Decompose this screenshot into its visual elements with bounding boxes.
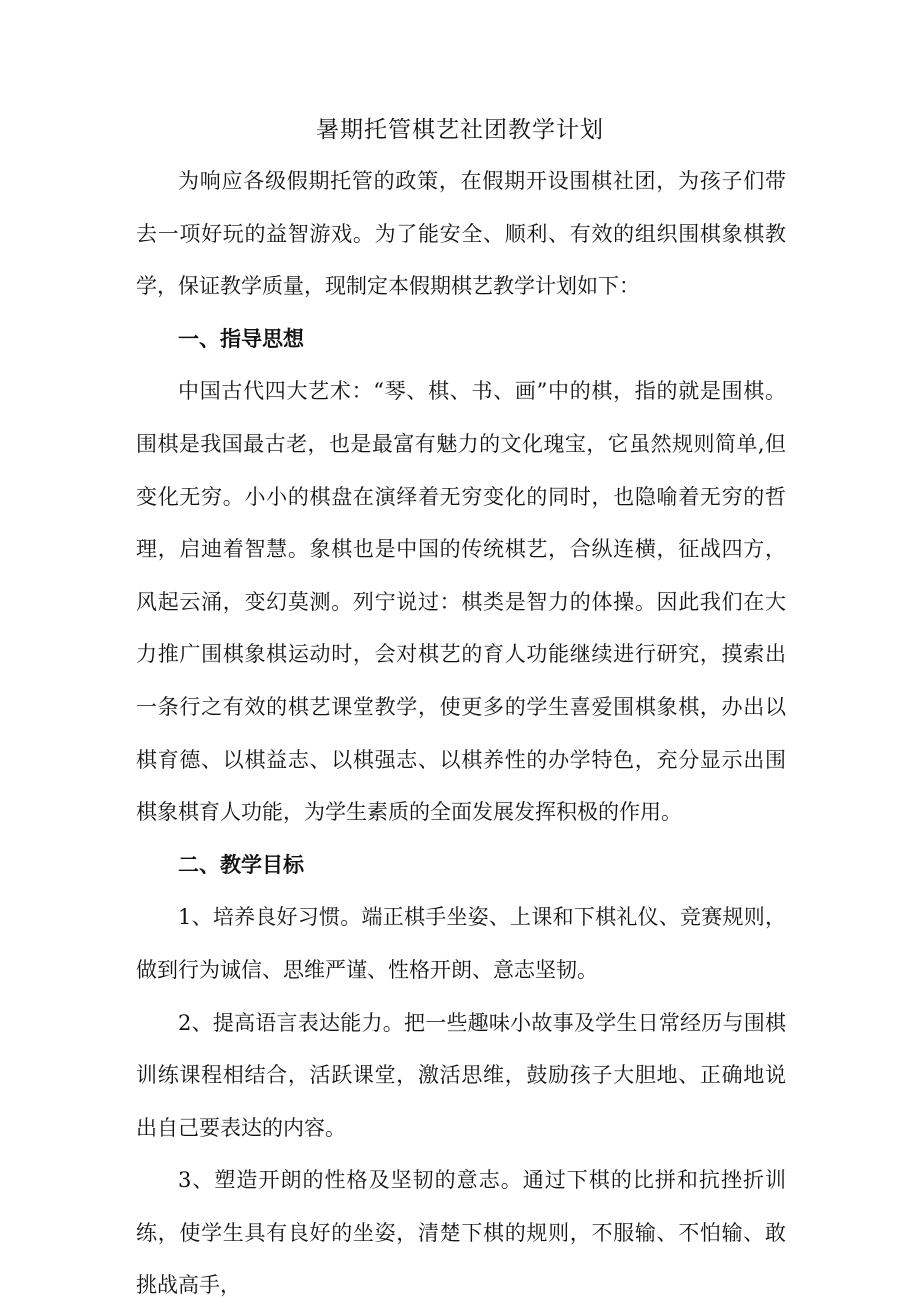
intro-paragraph: 为响应各级假期托管的政策，在假期开设围棋社团，为孩子们带去一项好玩的益智游戏。为了能安全、顺利、有效的组织围棋象棋教学，保证教学质量，现制定本假期棋艺教学计划如下： (136, 169, 786, 299)
document-title: 暑期托管棋艺社团教学计划 (316, 117, 604, 143)
section-heading-teaching-goals: 二、教学目标 (178, 852, 304, 877)
section-heading-guiding-thought: 一、指导思想 (178, 326, 304, 351)
teaching-goal-item-2: 2、提高语言表达能力。把一些趣味小故事及学生日常经历与围棋训练课程相结合，活跃课堂，激活思维，鼓励孩子大胆地、正确地说出自己要表达的内容。 (136, 1010, 786, 1140)
guiding-thought-paragraph: 中国古代四大艺术：“琴、棋、书、画”中的棋，指的就是围棋。围棋是我国最古老，也是最富有魅力的文化瑰宝，它虽然规则简单,但变化无穷。小小的棋盘在演绎着无穷变化的同时，也隐喻着无穷的哲理，启迪着智慧。象棋也是中国的传统棋艺，合纵连横，征战四方，风起云涌，变幻莫测。列宁说过：棋类是智力的体操。因此我们在大力推广围棋象棋运动时，会对棋艺的育人功能继续进行研究，摸索出一条行之有效的棋艺课堂教学，使更多的学生喜爱围棋象棋，办出以棋育德、以棋益志、以棋强志、以棋养性的办学特色，充分显示出围棋象棋育人功能，为学生素质的全面发展发挥积极的作用。 (136, 379, 786, 825)
teaching-goal-item-3: 3、塑造开朗的性格及坚韧的意志。通过下棋的比拼和抗挫折训练，使学生具有良好的坐姿，清楚下棋的规则，不服输、不怕输、敢挑战高手， (136, 1168, 786, 1298)
document-body (136, 155, 786, 1312)
teaching-goal-item-1: 1、培养良好习惯。端正棋手坐姿、上课和下棋礼仪、竞赛规则，做到行为诚信、思维严谨、性格开朗、意志坚韧。 (136, 905, 786, 982)
